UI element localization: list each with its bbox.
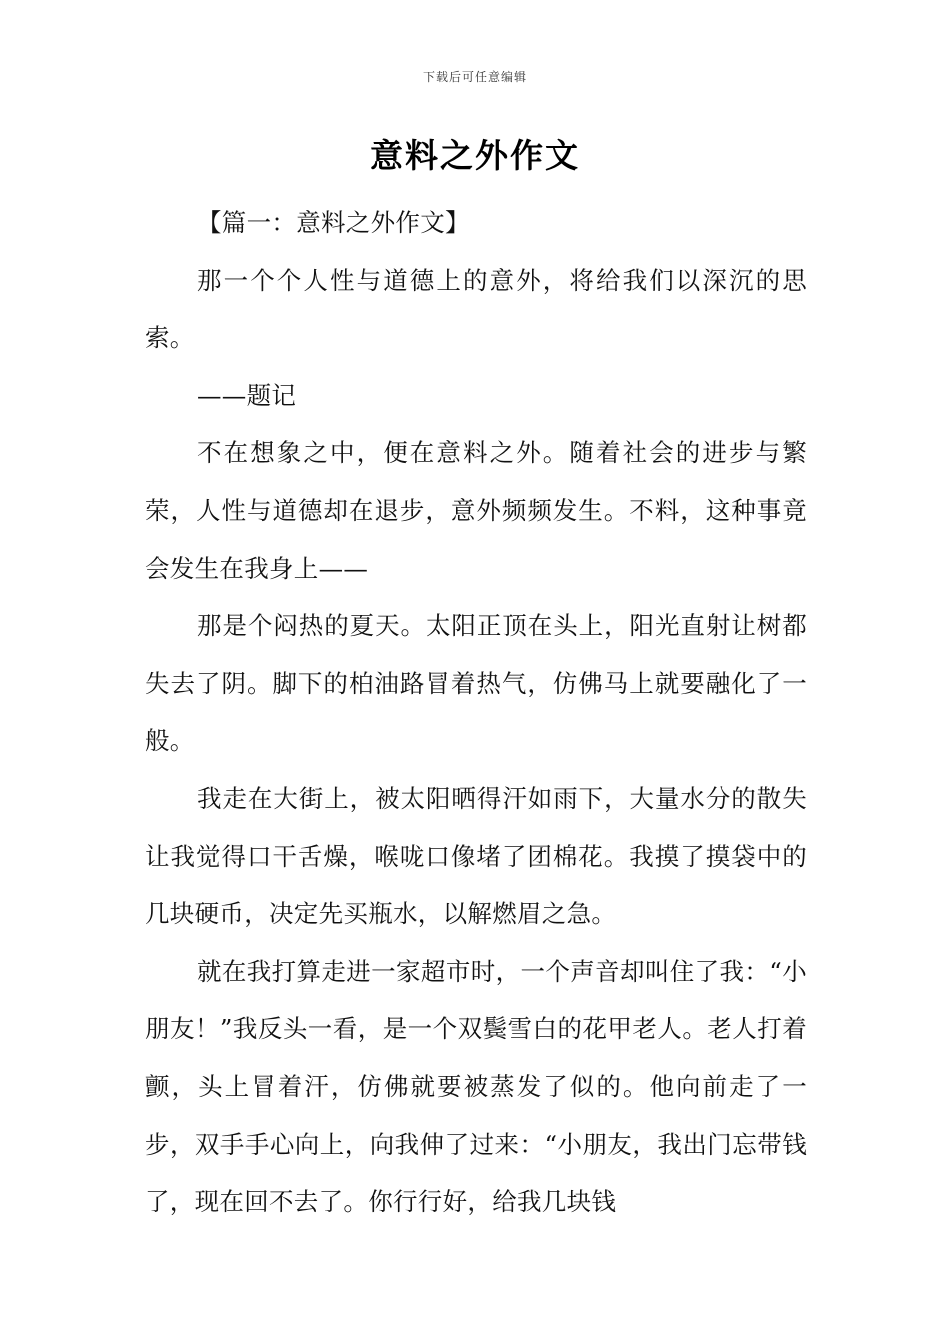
header-note: 下载后可任意编辑: [422, 70, 527, 84]
paragraph: 那是个闷热的夏天。太阳正顶在头上，阳光直射让树都失去了阴。脚下的柏油路冒着热气，仿佛马上就要融化了一般。: [145, 611, 807, 756]
page-title: 意料之外作文: [370, 136, 580, 175]
section-heading: 【篇一：意料之外作文】: [197, 208, 470, 237]
document-body: [145, 194, 807, 1231]
epigraph-label: ——题记: [197, 380, 297, 410]
paragraph: 就在我打算走进一家超市时，一个声音却叫住了我：“小朋友！”我反头一看，是一个双鬓雪白的花甲老人。老人打着颤，头上冒着汗，仿佛就要被蒸发了似的。他向前走了一步，双手手心向上，向我伸了过来：“小朋友，我出门忘带钱了，现在回不去了。你行行好，给我几块钱: [145, 956, 807, 1217]
paragraph: 那一个个人性与道德上的意外，将给我们以深沉的思索。: [145, 265, 807, 353]
paragraph: 不在想象之中，便在意料之外。随着社会的进步与繁荣，人性与道德却在退步，意外频频发生。不料，这种事竟会发生在我身上——: [145, 438, 807, 583]
paragraph: 我走在大街上，被太阳晒得汗如雨下，大量水分的散失让我觉得口干舌燥，喉咙口像堵了团棉花。我摸了摸袋中的几块硬币，决定先买瓶水，以解燃眉之急。: [145, 783, 807, 929]
